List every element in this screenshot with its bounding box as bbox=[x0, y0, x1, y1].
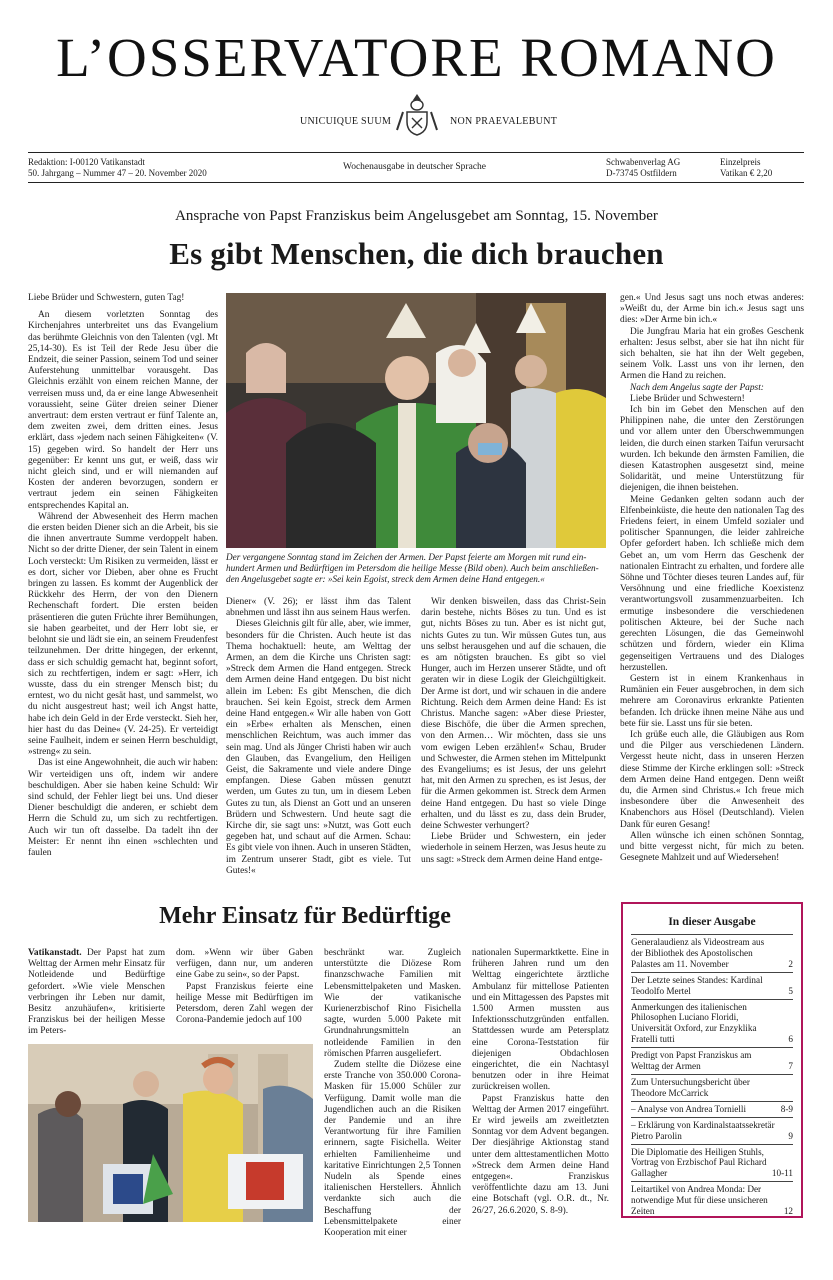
contents-item[interactable] bbox=[631, 1181, 793, 1219]
contents-item-page: 2 bbox=[788, 958, 793, 969]
editorial-address: Redaktion: I-00120 Vatikanstadt bbox=[28, 157, 145, 167]
publisher-name: Schwabenverlag AG bbox=[606, 157, 681, 167]
pope-mass-photo bbox=[226, 293, 606, 548]
motto-left: UNICUIQUE SUUM bbox=[300, 116, 392, 127]
contents-item[interactable] bbox=[631, 1074, 793, 1101]
paragraph: Gestern ist in einem Krankenhaus in Rumänien ein Feuer ausgebrochen, in dem sich mehrere am Coronavirus erkrankte Patienten befanden. Ich drücke ihnen meine Nähe aus und bete für sie. Lasst uns für sie beten. bbox=[620, 673, 804, 729]
second-column-2 bbox=[176, 948, 313, 1032]
paragraph: nationalen Supermarktkette. Eine in früheren Jahren rund um den Welttag eingerichtete ärztliche Ambulanz für mittellose Patienten und ein Mittagessen des Papstes mit 1.500 Armen mussten aus Infektionsschutzgründen entfallen. Stattdessen wurde am Petersplatz eine Corona-Teststation für diejenigen Obdachlosen eingerichtet, die ein Nachtasyl benutzen oder in ihre Heimat zurückreisen wollen. bbox=[472, 948, 609, 1093]
volunteers-photo bbox=[28, 1044, 313, 1222]
contents-item[interactable] bbox=[631, 999, 793, 1048]
caption-line: hundert Armen und Bedürftigen im Petersdom die heilige Messe (Bild oben). Auch beim anschließen- bbox=[226, 563, 599, 573]
contents-item-page: 5 bbox=[788, 985, 793, 996]
contents-item[interactable] bbox=[631, 1101, 793, 1117]
contents-item[interactable] bbox=[631, 972, 793, 999]
contents-item-text: Die Diplomatie des Heiligen Stuhls, Vortrag von Erzbischof Paul Richard Gallagher bbox=[631, 1146, 767, 1179]
paragraph: Ich grüße euch alle, die Gläubigen aus Rom und die Pilger aus verschiedenen Ländern. Vergesst heute nicht, dass in unseren Herzen diese Stimme der Kirche erklingen soll: »Streck dem Armen deine Hand entgegen. Denn weißt du, die Armen sind Christus.« Ich freue mich insbesondere über die Anwesenheit des Knabenchors aus Hösel (Deutschland). Vielen Dank für euren Gesang! bbox=[620, 729, 804, 830]
paragraph: Meine Gedanken gelten sodann auch der Elfenbeinküste, die heute den nationalen Tag des Friedens feiert, in einem Umfeld sozialer und politischer Spannungen, die leider zahlreiche Opfer gefordert haben. Ich schließe mich dem Gebet an, um vom Herrn das Geschenk der nationalen Eintracht zu erhalten, und fordere alle Söhne und Töchter dieses teuren Landes auf, für Versöhnung und eine friedliche Koexistenz verantwortungsvoll zusammenzuarbeiten. Ich ermutige insbesondere die verschiedenen politischen Akteure, bei der Suche nach gerechten Lösungen, die das Gemeinwohl schützen und fördern, wieder ein Klima gegenseitigen Vertrauens und des Dialoges herzustellen. bbox=[620, 494, 804, 673]
second-column-4 bbox=[472, 948, 609, 1222]
paragraph: Papst Franziskus hatte den Welttag der Armen 2017 eingeführt. Er wird jeweils am zweitletzten Sonntag vor dem Advent begangen. Der diesjährige Aktionstag stand unter dem alttestamentlichen Motto »Streck dem Armen deine Hand entgegen«. Franziskus veröffentlichte dazu am 13. Juni eine Botschaft (vgl. O.R. dt., Nr. 26/27, 26.6.2020, S. 8-9). bbox=[472, 1093, 609, 1216]
contents-item[interactable] bbox=[631, 1144, 793, 1182]
paragraph: Die Jungfrau Maria hat ein großes Geschenk erhalten: Jesus selbst, aber sie hat ihn nicht für sich behalten, sie hat ihn der Welt gegeben, seinem Volk. Lasst uns von ihr lernen, den Armen die Hand zu reichen. bbox=[620, 326, 804, 382]
paragraph: Ich bin im Gebet den Menschen auf den Philippinen nahe, die unter den Zerstörungen und vor allem unter den Überschwemmungen leiden, die durch einen starken Taifun verursacht wurden. Ich bekunde den ärmsten Familien, die diesen Katastrophen ausgesetzt sind, meine Solidarität, und meine Unterstützung für diejenigen, die ihnen beistehen. bbox=[620, 405, 804, 494]
lead-column-2 bbox=[226, 597, 411, 889]
paragraph: Allen wünsche ich einen schönen Sonntag, und bitte vergesst nicht, für mich zu beten. Gesegnete Mahlzeit und auf Wiedersehen! bbox=[620, 830, 804, 864]
lead-column-4 bbox=[620, 293, 804, 889]
contents-item-text: – Analyse von Andrea Tornielli bbox=[631, 1103, 747, 1114]
second-column-3 bbox=[324, 948, 461, 1239]
caption-line: Der vergangene Sonntag stand im Zeichen der Armen. Der Papst feierte am Morgen mit rund ein- bbox=[226, 552, 587, 562]
edition-label: Wochenausgabe in deutscher Sprache bbox=[343, 162, 486, 172]
paragraph: Papst Franziskus feierte eine heilige Messe mit Bedürftigen im Petersdom, deren Zahl wegen der Corona-Pandemie jedoch auf 100 bbox=[176, 981, 313, 1026]
contents-list bbox=[631, 934, 793, 1219]
paragraph: Dieses Gleichnis gilt für alle, aber, wie immer, besonders für die Christen. Auch heute ist das Thema hochaktuell: heute, am Welttag der Armen, an dem die Kirche uns Christen sagt: »Streck dem Armen die Hand entgegen. Streck dem Armen deine Hand entgegen. Du bist nicht allein im Leben: Es gibt Menschen, die dich brauchen. Sei kein Egoist, streck dem Armen deine Hand entgegen.« Wir alle haben von Gott ein »Erbe« erhalten als Menschen, einen menschlichen Reichtum, was auch immer das sein mag. Und als Jünger Christi haben wir auch den Glauben, das Evangelium, den Heiligen Geist, die Sakramente und viele andere Dinge empfangen. Diese Gaben müssen genutzt werden, um Gutes zu tun, um in diesem Leben Gutes zu tun, als Dienst an Gott und an unseren Brüdern und Schwestern. Und heute sagt die Kirche dir, sie sagt uns: »Nutzt, was Gott euch gegeben hat, und schaut auf die Armen. Schau: Es gibt viele von ihnen. Auch in unseren Städten, im Zentrum unserer Stadt, gibt es viele. Tut Gutes!« bbox=[226, 619, 411, 876]
paragraph: Liebe Brüder und Schwestern, ein jeder wiederhole in seinem Herzen, was Jesus heute zu uns sagt: »Streck dem Armen deine Hand entge- bbox=[421, 832, 606, 865]
lead-photo-caption bbox=[226, 552, 606, 590]
lead-kicker: Ansprache von Papst Franziskus beim Angelusgebet am Sonntag, 15. November bbox=[175, 208, 658, 224]
lead-column-1 bbox=[28, 293, 218, 889]
publisher-address: D-73745 Ostfildern bbox=[606, 168, 677, 178]
paragraph: Wir denken bisweilen, dass das Christ-Sein darin bestehe, nichts Böses zu tun. Und es ist gut, nichts Böses zu tun. Aber es ist nicht gut, nichts Gutes zu tun. Wir müssen Gutes tun, aus uns selbst herausgehen und auf die schauen, die es am nötigsten brauchen. Es gibt so viel Hunger, auch im Herzen unserer Städte, und oft geraten wir in diese Logik der Gleichgültigkeit. Der Arme ist dort, und wir schauen in die andere Richtung. Reich dem Armen deine Hand: Es ist Christus. Manche sagen: »Aber diese Priester, diese Bischöfe, die über die Armen sprechen, von den Armen… Wir möchten, dass sie uns vom ewigen Leben erzählen!« Schau, Bruder und Schwester, die Armen stehen im Mittelpunkt des Evangeliums; es ist Jesus, der uns gelehrt hat, mit den Armen zu sprechen, es ist Jesus, der für die Armen gekommen ist. Streck dem Armen deine Hand entgegen. Du hast so viele Dinge erhalten, und du lässt es zu, dass dein Bruder, deine Schwester verhungert? bbox=[421, 597, 606, 832]
contents-item-page: 10-11 bbox=[771, 1168, 793, 1179]
paragraph: Das ist eine Angewohnheit, die auch wir haben: Wir verteidigen uns oft, indem wir andere beschuldigen. Aber sie haben keine Schuld: Wir sind schuld, der Fehler liegt bei uns. Und dieser Diener beschuldigt die anderen, er schiebt dem Herrn die Schuld zu, um sich zu rechtfertigen. Auch wir tun oft dasselbe. Da tadelt ihn der Meister: Er nennt ihn einen »schlechten und faulen bbox=[28, 758, 218, 858]
price-label: Einzelpreis bbox=[720, 157, 761, 167]
paragraph bbox=[28, 948, 165, 1038]
lead-column-3 bbox=[421, 597, 606, 889]
contents-item[interactable] bbox=[631, 1047, 793, 1074]
dateline: Vatikanstadt. bbox=[28, 948, 82, 958]
paragraph: Liebe Brüder und Schwestern, guten Tag! bbox=[28, 293, 185, 303]
contents-item-page: 7 bbox=[788, 1061, 793, 1072]
paragraph: gen.« Und Jesus sagt uns noch etwas anderes: »Weißt du, der Arme bin ich.« Jesus sagt uns dies: »Der Arme bin ich.« bbox=[620, 293, 804, 326]
issue-info: 50. Jahrgang – Nummer 47 – 20. November 2020 bbox=[28, 168, 207, 178]
contents-item-text: Anmerkungen des italienischen Philosophen Luciano Floridi, Universität Oxford, zur Enzyklika Fratelli tutti bbox=[631, 1001, 757, 1045]
paragraph: dom. »Wenn wir über Gaben verfügen, dann nur, um anderen eine Gabe zu sein«, so der Papst. bbox=[176, 948, 313, 981]
paragraph: Während der Abwesenheit des Herrn machen die ersten beiden Diener sich an die Arbeit, bis sie die ihnen anvertraute Summe verdoppelt haben. Nicht so der dritte Diener, der sein Talent in einem Loch versteckt: Um Risiken zu vermeiden, lässt er es dort, sicher vor Dieben, aber ohne es Frucht bringen zu lassen. Es kommt der Augenblick der Rückkehr des Herrn, der von den Dienern Rechenschaft fordert. Die ersten beiden präsentieren die guten Früchte ihrer Bemühungen, sie haben gearbeitet, und der Herr lobt sie, er belohnt sie und lädt sie ein, an seinem Freudenfest teilzunehmen. Der dritte hingegen, der erkennt, dass er sich schuldig gemacht hat, beginnt sofort, sich zu rechtfertigen, indem er sagt: »Herr, ich wusste, dass du ein strenger Mensch bist; du erntest, wo du nicht gesät hast, und sammelst, wo du nicht ausgestreut hast; weil ich Angst hatte, habe ich dein Geld in der Erde versteckt. Sieh her, hier hast du das Deine« (V. 24-25). Er verteidigt seine Faulheit, indem er seinen Herrn beschuldigt, »streng« zu sein. bbox=[28, 511, 218, 758]
papal-coat-of-arms-icon bbox=[394, 92, 440, 138]
paragraph: Diener« (V. 26); er lässt ihm das Talent abnehmen und lässt ihn aus seinem Haus werfen. bbox=[226, 597, 411, 619]
paragraph: Nach dem Angelus sagte der Papst: bbox=[630, 382, 764, 393]
contents-item-page: 8-9 bbox=[780, 1103, 793, 1114]
contents-item-text: Generalaudienz als Videostream aus der Bibliothek des Apostolischen Palastes am 11. November bbox=[631, 937, 765, 969]
contents-item[interactable] bbox=[631, 934, 793, 972]
caption-line: den Angelusgebet sagte er: »Sei kein Egoist, streck dem Armen deine Hand entgegen.« bbox=[226, 574, 545, 584]
price-value: Vatikan € 2,20 bbox=[720, 168, 773, 178]
lead-headline: Es gibt Menschen, die dich brauchen bbox=[169, 236, 664, 271]
contents-item-text: Zum Untersuchungsbericht über Theodore McCarrick bbox=[631, 1076, 750, 1098]
paragraph: Zudem stellte die Diözese eine erste Tranche von 350.000 Corona-Masken für 15.000 Schüler zur Verfügung. Damit wolle man die Jugendlichen auch an die Risiken der Pandemie und an ihre Verantwortung für ihre Familien erinnern, sagte Fisichella. Weiter erhielten Familienheime und karitative Einrichtungen 2,5 Tonnen Nudeln als Spende eines italienischen Herstellers. Ähnlich verdankte sich auch die Beschaffung der Lebensmittelpakete einer Kooperation mit einer bbox=[324, 1060, 461, 1239]
contents-item-text: – Erklärung von Kardinalstaatssekretär Pietro Parolin bbox=[631, 1119, 775, 1141]
paragraph: beschränkt war. Zugleich unterstützte die Diözese Rom finanzschwache Familien mit Lebensmittelpaketen und Masken. Wie der vatikanische Kurienerzbischof Rino Fisichella sagte, wurden 5.000 Pakete mit Grundnahrungsmitteln an notleidende Familien in den römischen Pfarren ausgeliefert. bbox=[324, 948, 461, 1059]
second-column-1 bbox=[28, 948, 165, 1037]
contents-item-text: Leitartikel von Andrea Monda: Der notwendige Mut für diese unsicheren Zeiten bbox=[631, 1184, 768, 1217]
contents-item-page: 12 bbox=[783, 1206, 793, 1217]
contents-box bbox=[621, 902, 803, 1218]
second-headline: Mehr Einsatz für Bedürftige bbox=[159, 903, 451, 929]
paragraph: An diesem vorletzten Sonntag des Kirchenjahres unterbreitet uns das Evangelium das berühmte Gleichnis von den Talenten (vgl. Mt 25,14-30). Es ist Teil der Rede Jesu über die Endzeit, die seiner Passion, seinem Tod und seiner Auferstehung unmittelbar vorausgeht. Das Gleichnis erzählt von einem reichen Manne, der verreisen muss und, da er eine lange Abwesenheit voraussieht, seine Güter dreien seiner Diener anvertraut: dem ersten vertraut er fünf Talente an, dem zweiten zwei, dem dritten eines. Jesus erklärt, dass »jedem nach seinen Fähigkeiten« (V. 15) gegeben wird. So handelt der Herr uns gegenüber: Er kennt uns gut, er weiß, dass wir nicht gleich sind, und er will niemanden auf Kosten der anderen bevorzugen, sondern er vertraut jedem ein seinen Fähigkeiten entsprechendes Kapital an. bbox=[28, 310, 218, 511]
contents-item-page: 9 bbox=[788, 1130, 793, 1141]
contents-item-text: Predigt von Papst Franziskus am Welttag der Armen bbox=[631, 1050, 752, 1072]
contents-title: In dieser Ausgabe bbox=[668, 916, 756, 928]
contents-item[interactable] bbox=[631, 1117, 793, 1144]
paragraph: Liebe Brüder und Schwestern! bbox=[630, 393, 745, 404]
contents-item-text: Der Letzte seines Standes: Kardinal Teodolfo Mertel bbox=[631, 974, 763, 996]
paragraph-text: Der Papst hat zum Welttag der Armen mehr Einsatz für Notleidende und Bedürftige gefordert. »Wie viele Menschen verbringen ihr Leben nur damit, Besitz anzuhäufen«, kritisierte Franziskus bei der heiligen Messe im Peters- bbox=[28, 948, 165, 1037]
motto-right: NON PRAEVALEBUNT bbox=[450, 116, 558, 127]
masthead-title: L’OSSERVATORE ROMANO bbox=[56, 27, 777, 88]
contents-item-page: 6 bbox=[788, 1034, 793, 1045]
